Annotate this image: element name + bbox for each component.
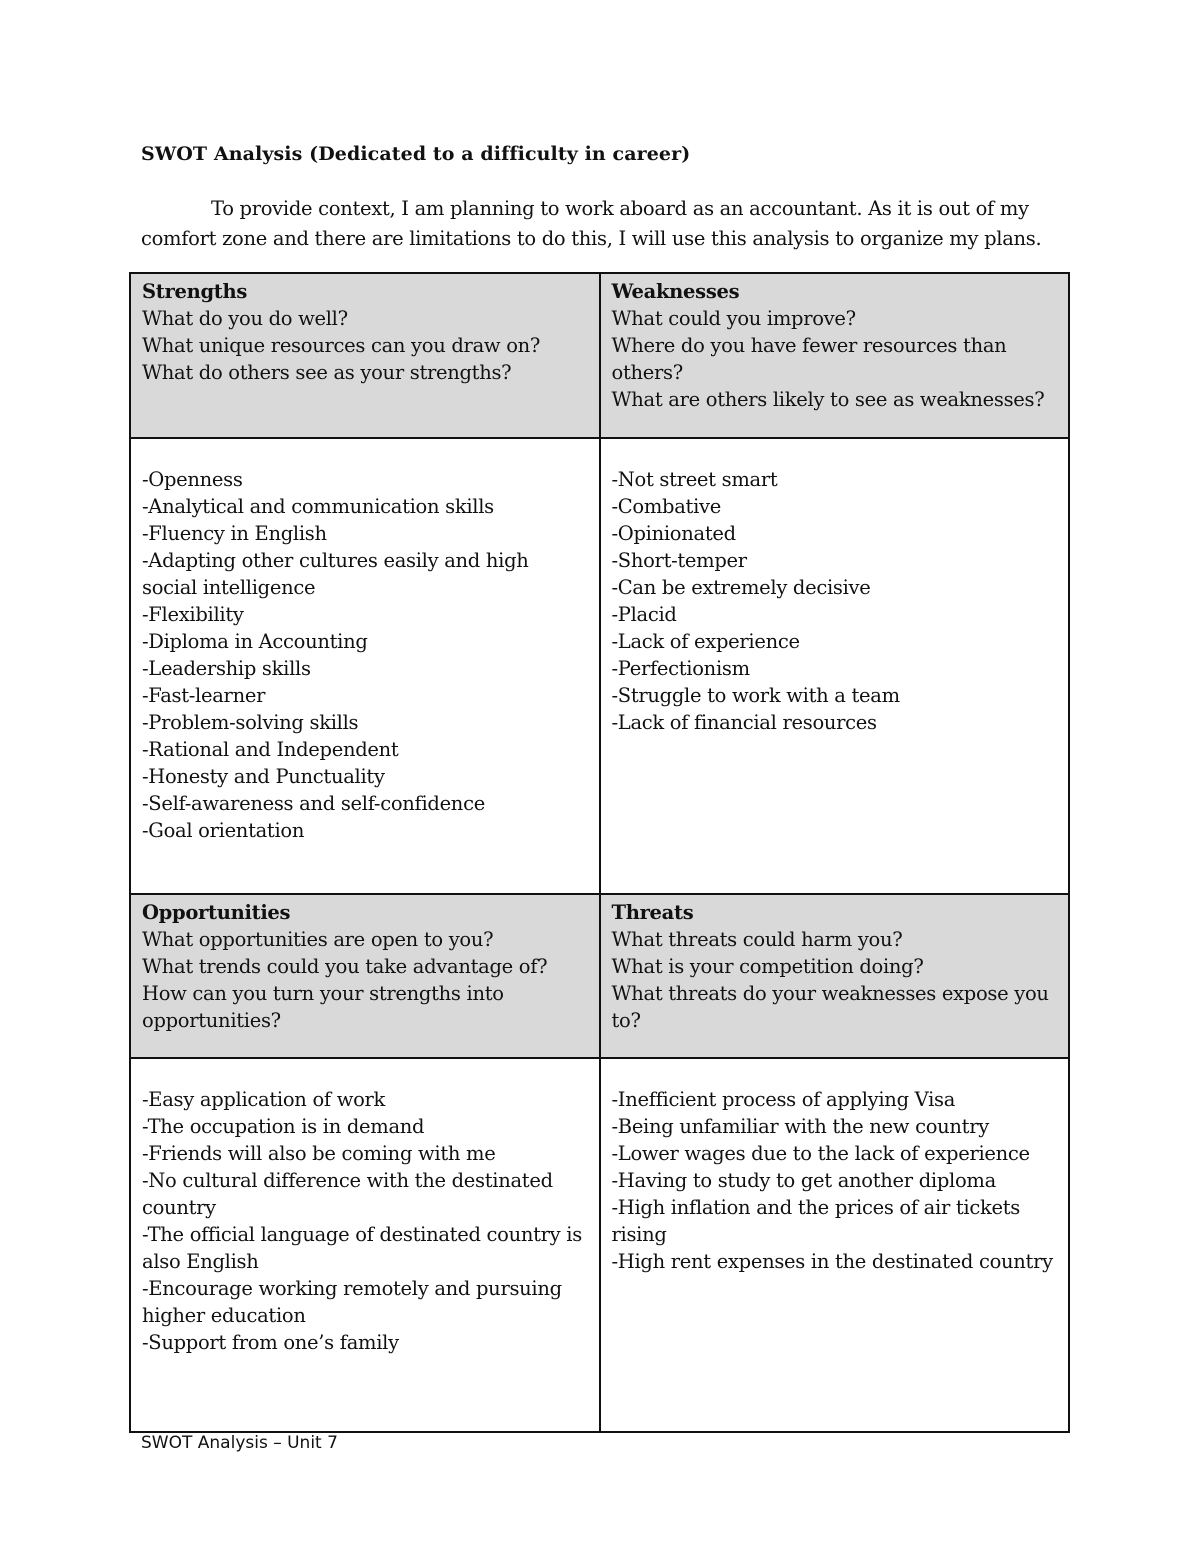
strengths-prompt: What do you do well? [142, 307, 348, 330]
opportunity-item: -Friends will also be coming with me [142, 1142, 496, 1165]
page-footer: SWOT Analysis – Unit 7 [141, 1433, 338, 1453]
opportunity-item: -Easy application of work [142, 1088, 386, 1111]
weaknesses-prompt: What are others likely to see as weaknesses? [611, 388, 1045, 411]
weakness-item: -Lack of financial resources [611, 711, 877, 734]
strengths-list-cell [130, 438, 600, 894]
strengths-prompt: What do others see as your strengths? [142, 361, 512, 384]
strength-item: -Rational and Independent [142, 738, 399, 761]
strength-item: -Analytical and communication skills [142, 495, 494, 518]
threats-prompt: What threats do your weaknesses expose you to? [611, 982, 1049, 1032]
weakness-item: -Perfectionism [611, 657, 750, 680]
weakness-item: -Combative [611, 495, 721, 518]
weakness-item: -Placid [611, 603, 677, 626]
strength-item: -Fast-learner [142, 684, 266, 707]
weakness-item: -Not street smart [611, 468, 778, 491]
threat-item: -Having to study to get another diploma [611, 1169, 996, 1192]
strength-item: -Adapting other cultures easily and high social intelligence [142, 549, 529, 599]
strength-item: -Problem-solving skills [142, 711, 359, 734]
strength-item: -Fluency in English [142, 522, 327, 545]
opportunity-item: -Support from one’s family [142, 1331, 399, 1354]
strength-item: -Honesty and Punctuality [142, 765, 385, 788]
opportunities-header-cell [130, 894, 600, 1058]
weakness-item: -Lack of experience [611, 630, 800, 653]
strength-item: -Leadership skills [142, 657, 311, 680]
threats-prompt: What is your competition doing? [611, 955, 924, 978]
threat-item: -Being unfamiliar with the new country [611, 1115, 989, 1138]
threats-header-cell [600, 894, 1070, 1058]
opportunity-item: -The occupation is in demand [142, 1115, 425, 1138]
strength-item: -Self-awareness and self-confidence [142, 792, 485, 815]
strength-item: -Flexibility [142, 603, 244, 626]
opportunity-item: -No cultural difference with the destinated country [142, 1169, 553, 1219]
threats-list-cell [600, 1058, 1070, 1432]
opportunities-prompt: What trends could you take advantage of? [142, 955, 548, 978]
opportunities-label: Opportunities [142, 901, 291, 924]
weakness-item: -Short-temper [611, 549, 747, 572]
intro-paragraph: To provide context, I am planning to work aboard as an accountant. As it is out of my comfort zone and there are limitations to do this, I will use this analysis to organize my plans. [141, 197, 1042, 250]
strengths-label: Strengths [142, 280, 248, 303]
document-title: SWOT Analysis (Dedicated to a difficulty in career) [141, 143, 691, 165]
strength-item: -Diploma in Accounting [142, 630, 368, 653]
opportunities-prompt: How can you turn your strengths into opportunities? [142, 982, 504, 1032]
weaknesses-prompt: Where do you have fewer resources than others? [611, 334, 1007, 384]
threats-prompt: What threats could harm you? [611, 928, 903, 951]
threat-item: -Inefficient process of applying Visa [611, 1088, 956, 1111]
opportunity-item: -The official language of destinated country is also English [142, 1223, 582, 1273]
threat-item: -High inflation and the prices of air tickets rising [611, 1196, 1020, 1246]
weaknesses-header-cell [600, 273, 1070, 438]
weaknesses-list-cell [600, 438, 1070, 894]
opportunity-item: -Encourage working remotely and pursuing higher education [142, 1277, 562, 1327]
opportunities-prompt: What opportunities are open to you? [142, 928, 494, 951]
threat-item: -Lower wages due to the lack of experience [611, 1142, 1030, 1165]
weaknesses-prompt: What could you improve? [611, 307, 856, 330]
strength-item: -Goal orientation [142, 819, 305, 842]
weakness-item: -Opinionated [611, 522, 736, 545]
strengths-prompt: What unique resources can you draw on? [142, 334, 541, 357]
weakness-item: -Can be extremely decisive [611, 576, 871, 599]
threats-label: Threats [611, 901, 694, 924]
opportunities-list-cell [130, 1058, 600, 1432]
strengths-header-cell [130, 273, 600, 438]
strength-item: -Openness [142, 468, 243, 491]
weakness-item: -Struggle to work with a team [611, 684, 900, 707]
swot-table [129, 272, 1070, 1433]
weaknesses-label: Weaknesses [611, 280, 740, 303]
threat-item: -High rent expenses in the destinated country [611, 1250, 1053, 1273]
